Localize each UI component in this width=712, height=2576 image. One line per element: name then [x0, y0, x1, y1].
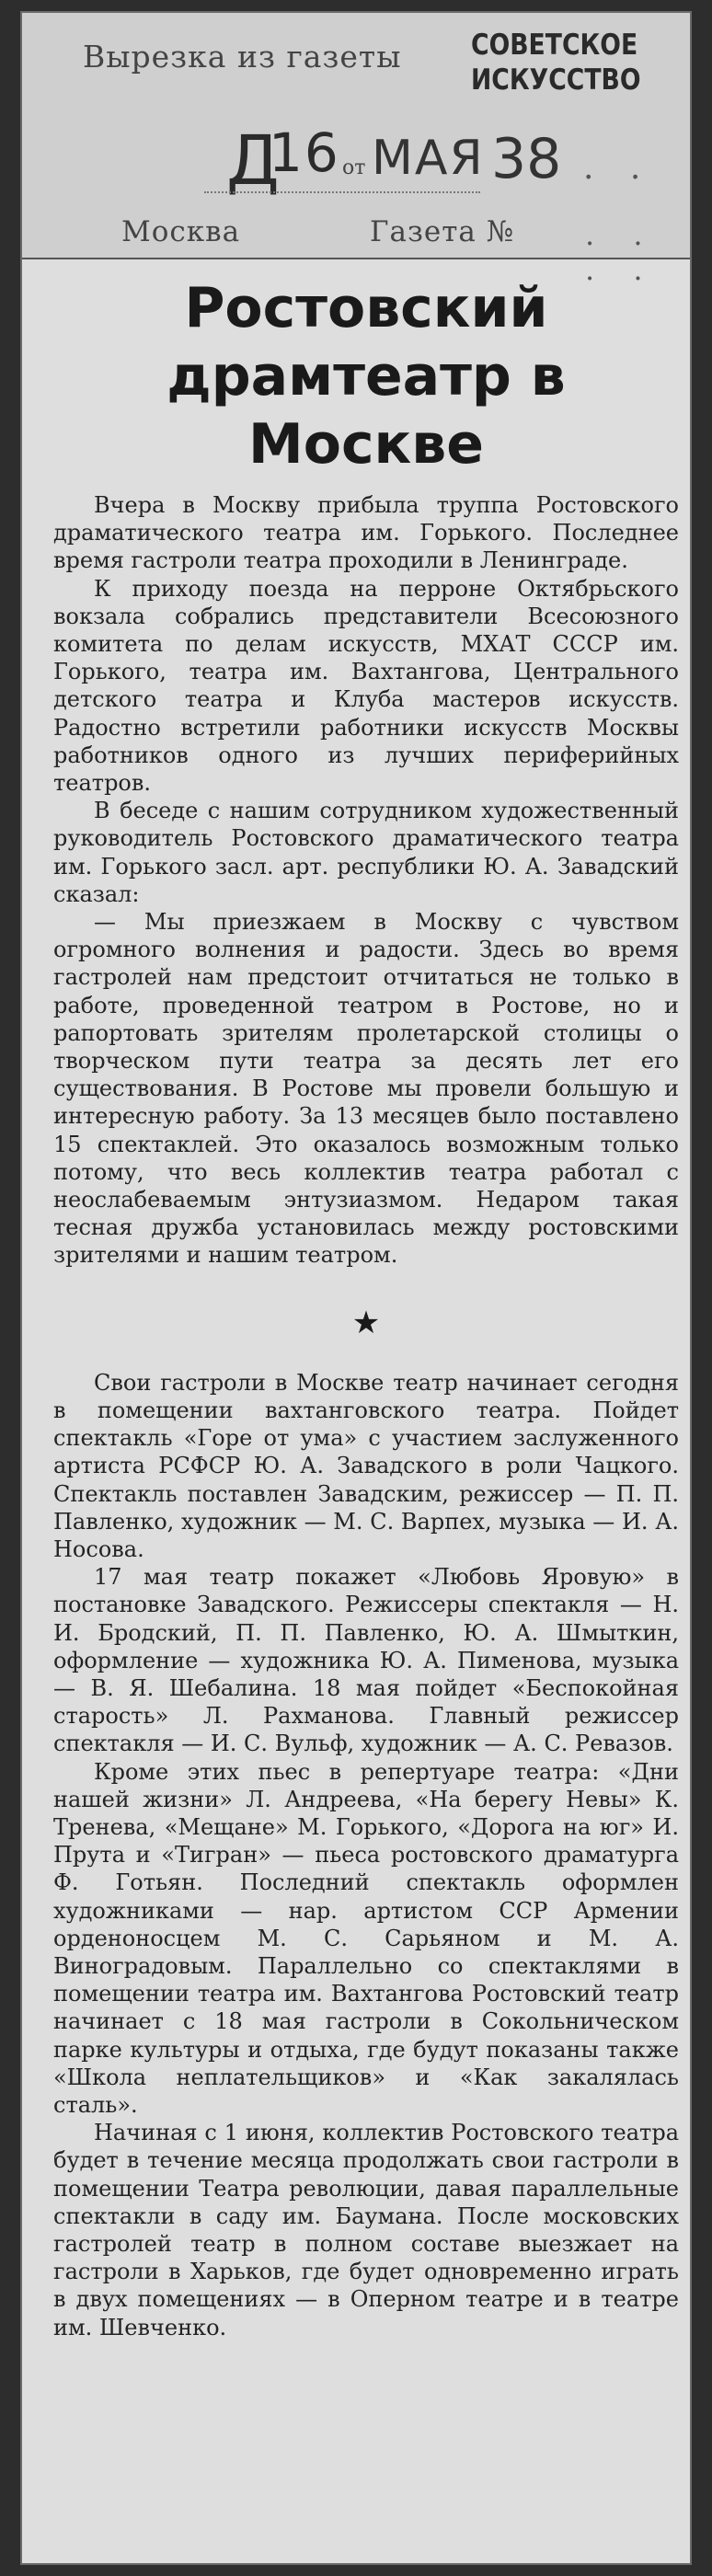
date-stamp-ot: от — [342, 156, 366, 179]
paragraph: Вчера в Москву прибыла труппа Ростовского драматического театра им. Горького. Последнее время гастроли театра проходили в Ленинграде. — [53, 492, 679, 574]
newspaper-name-line2: ИСКУССТВО — [471, 63, 641, 97]
paragraph: Свои гастроли в Москве театр начинает сегодня в помещении вахтанговского театра. Пойдет спектакль «Горе от ума» с участием заслуженного артиста РСФСР Ю. А. Завадского в роли Чацкого. Спектакль поставлен Завадским, режиссер — П. П. Павленко, художник — М. С. Варпех, музыка — И. А. Носова. — [53, 1369, 679, 1562]
number-dots: . . . . — [585, 217, 658, 287]
star-separator: ★ — [351, 1304, 381, 1341]
paragraph: К приходу поезда на перроне Октябрьского вокзала собрались представители Всесоюзного комитета по делам искусств, МХАТ СССР им. Горького, театра им. Вахтангова, Центрального детского театра и Клуба мастеров искусств. Радостно встретили работники искусств Москвы работников одного из лучших периферийных театров. — [53, 575, 679, 797]
paragraph: Кроме этих пьес в репертуаре театра: «Дни нашей жизни» Л. Андреева, «На берегу Невы» К. Тренева, «Мещане» М. Горького, «Дорога на юг» И. Прута и «Тигран» — пьеса ростовского драматурга Ф. Готьян. Последний спектакль оформлен художниками — нар. артистом ССР Армении орденоносцем М. С. Сарьяном и М. А. Виноградовым. Параллельно со спектаклями в помещении театра им. Вахтангова Ростовский театр начинает с 18 мая гастроли в Сокольническом парке культуры и отдыха, где будут показаны также «Школа неплательщиков» и «Как закалялась сталь». — [53, 1758, 679, 2118]
article-title — [53, 274, 679, 478]
date-stamp-day: 16 — [269, 121, 340, 184]
title-line-2: драмтеатр в Москве — [167, 344, 566, 477]
paragraph: Начиная с 1 июня, коллектив Ростовского театра будет в течение месяца продолжать свои гастроли в помещении Театра революции, давая параллельные спектакли в саду им. Баумана. После московских гастролей театр в полном составе выезжает на гастроли в Харьков, где будет одновременно играть в двух помещениях — в Оперном театре и в театре им. Шевченко. — [53, 2120, 679, 2340]
paragraph: 17 мая театр покажет «Любовь Яровую» в постановке Завадского. Режиссеры спектакля — Н. И. Бродский, П. П. Павленко, Ю. А. Шмыткин, оформление — художника Ю. А. Пименова, музыка — В. Я. Шебалина. 18 мая пойдет «Беспокойная старость» Л. Рахманова. Главный режиссер спектакля — И. С. Вульф, художник — А. С. Ревазов. — [53, 1564, 679, 1757]
clipping-sheet — [20, 11, 692, 2565]
gazeta-number-label: Газета № — [370, 215, 515, 248]
paragraph: В беседе с нашим сотрудником художественный руководитель Ростовского драматического театра им. Горького засл. арт. республики Ю. А. Завадский сказал: — [53, 798, 679, 907]
quote-paragraph: — Мы приезжаем в Москву с чувством огромного волнения и радости. Здесь во время гастролей нам предстоит отчитаться не только в работе, проведенной театром в Ростове, но и рапортовать зрителям пролетарской столицы о творческом пути театра за десять лет его существования. В Ростове мы провели большую и интересную работу. За 13 месяцев было поставлено 15 спектаклей. Это оказалось возможным только потому, что весь коллектив театра работал с неослабеваемым энтузиазмом. Недаром такая тесная дружба установилась между ростовскими зрителями и нашим театром. — [53, 909, 679, 1269]
date-dots: . . — [583, 149, 654, 187]
article — [53, 274, 679, 2341]
date-line — [204, 191, 480, 193]
clip-label: Вырезка из газеты — [83, 39, 402, 75]
city-label: Москва — [121, 215, 241, 248]
newspaper-name-line1: СОВЕТСКОЕ — [471, 29, 638, 62]
newspaper-name — [471, 28, 645, 98]
date-stamp-year: 38 — [491, 127, 562, 191]
clipping-header — [22, 13, 690, 287]
date-stamp-letter: Д — [226, 121, 280, 201]
date-stamp-month: МАЯ — [372, 131, 485, 186]
title-line-1: Ростовский — [184, 276, 548, 340]
